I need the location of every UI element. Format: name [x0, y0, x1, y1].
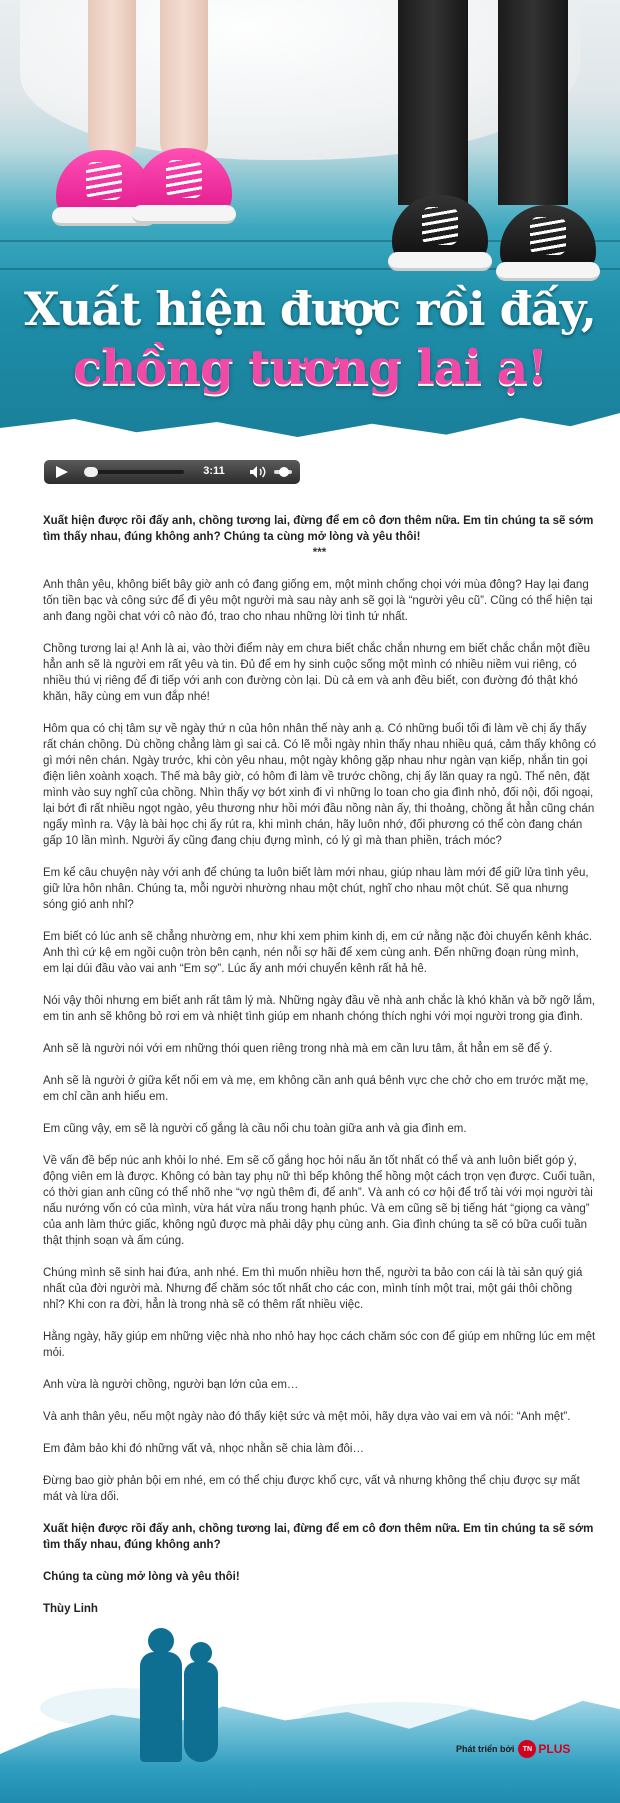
- paragraph: Đừng bao giờ phản bội em nhé, em có thể chịu được khổ cực, vất vả nhưng không thể chịu được sự mất mát và lừa dối.: [43, 1475, 580, 1503]
- paragraph: Và anh thân yêu, nếu một ngày nào đó thấy kiệt sức và mệt mỏi, hãy dựa vào vai em và nói: “Anh mệt”.: [43, 1411, 571, 1423]
- paragraph: Về vấn đề bếp núc anh khỏi lo nhé. Em sẽ cố gắng học hỏi nấu ăn tốt nhất có thể và anh luôn biết góp ý, động viên em là được. Không có bàn tay phụ nữ thì bếp không thể hồng một cách trọn vẹn được. Cuối tuần, có thời gian anh cũng có thể nhõ nhe “vợ ngủ thêm đi, để anh”. Và anh có cơ hội để trổ tài với mọi người tài nấu nướng vốn có của mình, vừa hát vừa nấu trong hạnh phúc. Và em cũng sẽ bị tiếng hát “giọng ca vàng” của anh làm thức giấc, không ngủ được mà phải dậy phụ cùng anh. Gia đình chúng ta sẽ có bữa cuối tuần thật thịnh soạn và ấm cúng.: [43, 1155, 596, 1247]
- article-body: [43, 513, 596, 1633]
- paragraph: Chồng tương lai ạ! Anh là ai, vào thời điểm này em chưa biết chắc chắn nhưng em biết chắc chắn một điều hẳn anh sẽ là người em rất yêu và tin. Đủ để em hy sinh cuộc sống một mình có nhiều niềm vui riêng, có nhiều thú vị riêng để đi tiếp với anh con đường còn lại. Dù cả em và anh đều biết, con đường đó thật khó khăn, hãy cùng em vun đắp nhé!: [43, 643, 591, 703]
- paragraph: Anh sẽ là người nói với em những thói quen riêng trong nhà mà em cần lưu tâm, ắt hẳn em sẽ để ý.: [43, 1043, 553, 1055]
- footer-brand[interactable]: [456, 1739, 570, 1759]
- paragraph: Em kể câu chuyện này với anh để chúng ta luôn biết làm mới nhau, giúp nhau làm mới để giữ lửa tình yêu, giữ lửa hôn nhân. Chúng ta, mỗi người nhường nhau một chút, nghĩ cho nhau một chút. Sẽ qua nhưng sóng gió anh nhỉ?: [43, 867, 589, 911]
- pink-sneaker-icon: [136, 148, 232, 218]
- paragraph: Chúng mình sẽ sinh hai đứa, anh nhé. Em thì muốn nhiều hơn thế, người ta bảo con cái là tài sản quý giá nhất của đời người mà. Nhưng để chăm sóc tốt nhất cho các con, mình tính một trai, một gái thôi chồng nhỉ? Khi con ra đời, hẳn là trong nhà sẽ có thêm rất nhiều việc.: [43, 1267, 583, 1311]
- volume-slider[interactable]: [274, 470, 292, 474]
- groom-right-leg: [498, 0, 568, 205]
- author-name: Thùy Linh: [43, 1603, 98, 1615]
- footer-illustration: [0, 1610, 620, 1803]
- bride-left-leg: [88, 0, 136, 160]
- progress-handle[interactable]: [84, 467, 98, 477]
- paragraph: Anh sẽ là người ở giữa kết nối em và mẹ, em không cần anh quá bênh vực che chở cho em trước mặt mẹ, em chỉ cần anh hiểu em.: [43, 1075, 589, 1103]
- separator: ***: [312, 547, 327, 559]
- man-silhouette: [140, 1652, 182, 1762]
- paragraph: Em cũng vậy, em sẽ là người cố gắng là cầu nối chu toàn giữa anh và gia đình em.: [43, 1123, 467, 1135]
- duration-label: 3:11: [203, 465, 225, 477]
- closing-line-1: Xuất hiện được rồi đấy anh, chồng tương lai, đừng để em cô đơn thêm nữa. Em tin chúng ta sẽ sớm tìm thấy nhau, đúng không anh?: [43, 1523, 594, 1551]
- plus-logo-text: PLUS: [538, 1742, 571, 1756]
- bride-right-leg: [160, 0, 208, 160]
- closing-line-2: Chúng ta cùng mở lòng và yêu thôi!: [43, 1571, 240, 1583]
- paragraph: Em biết có lúc anh sẽ chẳng nhường em, như khi xem phim kinh dị, em cứ nằng nặc đòi chuyển kênh khác. Anh thì cứ kệ em ngồi cuộn tròn bên cạnh, nén nỗi sợ hãi để xem cùng anh. Đến những đoạn rùng mình, em lại dúi đầu vào vai anh “Em sợ”. Lúc ấy anh mới chuyển kênh rất hả hê.: [43, 931, 593, 975]
- paragraph: Anh thân yêu, không biết bây giờ anh có đang giống em, một mình chống chọi với mùa đông? Hay lại đang tốn tiền bạc và công sức để đi yêu một người mà sau này anh sẽ gọi là “người yêu cũ”. Cũng có thể hiện tại anh đang ngồi chat với cô nào đó, trao cho nhau những lời tình tứ nhất.: [43, 579, 593, 623]
- volume-handle[interactable]: [279, 467, 289, 477]
- woman-silhouette: [184, 1662, 218, 1762]
- volume-icon[interactable]: [249, 465, 269, 479]
- man-head: [148, 1628, 174, 1654]
- hero-banner: [0, 0, 620, 440]
- black-sneaker-icon: [500, 205, 596, 275]
- developed-by-label: Phát triển bởi: [456, 1744, 515, 1754]
- audio-player: [44, 460, 300, 484]
- hero-title-line-1: Xuất hiện được rồi đấy,: [24, 282, 596, 336]
- paragraph: Hằng ngày, hãy giúp em những việc nhà nho nhỏ hay học cách chăm sóc con để giúp em những lúc em mệt mỏi.: [43, 1331, 596, 1359]
- paragraph: Anh vừa là người chồng, người bạn lớn của em…: [43, 1379, 299, 1391]
- hero-title-line-2: chồng tương lai ạ!: [72, 340, 548, 396]
- tn-logo-icon: TN: [518, 1740, 536, 1758]
- black-sneaker-icon: [392, 195, 488, 265]
- paragraph: Hôm qua có chị tâm sự về ngày thứ n của hôn nhân thế này anh ạ. Có những buổi tối đi làm về chị ấy thấy rất chán chồng. Dù chồng chẳng làm gì sai cả. Có lẽ mỗi ngày nhìn thấy nhau nhiều quá, cảm thấy không có gì mới nên chán. Ngày trước, khi còn yêu nhau, một ngày không gặp nhau như ngàn vạn kiếp, nhắn tin gọi điện liên xoành xoạch. Thế mà bây giờ, có hôm đi làm về trước chồng, chị ấy lăn quay ra ngủ. Thế nên, đặt mình vào suy nghĩ của chồng. Nhìn thấy vợ bớt xinh đi vì những lo toan cho gia đình nhỏ, đối nội, đối ngoại, lại bớt đi rất nhiều ngọt ngào, yêu thương như hồi mới đầu nồng nàn ấy, thi thoảng, chồng ắt hẳn cũng chán ngấy mình ra. Vậy là bài học chị ấy rút ra, khi mình chán, hãy luôn nhớ, đối phương có thể còn đang chán gấp 10 lần mình. Người ấy cũng đang chịu đựng mình, có lý gì mà than phiền, trách móc?: [43, 723, 596, 847]
- paragraph: Nói vậy thôi nhưng em biết anh rất tâm lý mà. Những ngày đầu về nhà anh chắc là khó khăn và bỡ ngỡ lắm, em tin anh sẽ không bỏ rơi em và nhiệt tình giúp em nhanh chóng thích nghi với mọi người trong gia đình.: [43, 995, 596, 1023]
- groom-left-leg: [398, 0, 468, 205]
- woman-head: [190, 1642, 212, 1664]
- progress-bar[interactable]: [84, 470, 184, 474]
- paint-splash-edge: [0, 395, 620, 440]
- paragraph: Em đảm bảo khi đó những vất vả, nhọc nhằn sẽ chia làm đôi…: [43, 1443, 364, 1455]
- play-icon[interactable]: [56, 466, 68, 478]
- article-intro: Xuất hiện được rồi đấy anh, chồng tương lai, đừng để em cô đơn thêm nữa. Em tin chúng ta sẽ sớm tìm thấy nhau, đúng không anh? Chúng ta cùng mở lòng và yêu thôi!: [43, 515, 594, 543]
